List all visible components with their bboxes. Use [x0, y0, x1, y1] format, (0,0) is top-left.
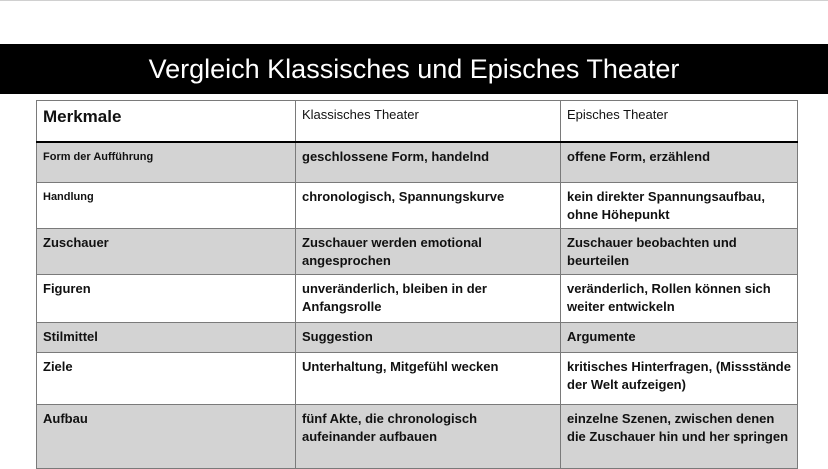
cell-klassisch: fünf Akte, die chronologisch aufeinander aufbauen [296, 404, 561, 468]
row-label: Ziele [37, 352, 296, 404]
cell-episch: kein direkter Spannungsaufbau, ohne Höhepunkt [561, 182, 798, 228]
cell-episch: Argumente [561, 322, 798, 352]
cell-episch: einzelne Szenen, zwischen denen die Zuschauer hin und her springen [561, 404, 798, 468]
cell-klassisch: geschlossene Form, handelnd [296, 142, 561, 182]
table-row [37, 228, 798, 274]
cell-episch: Zuschauer beobachten und beurteilen [561, 228, 798, 274]
row-label: Aufbau [37, 404, 296, 468]
top-border [0, 0, 828, 1]
comparison-table [36, 100, 798, 469]
table-row [37, 352, 798, 404]
table-row [37, 142, 798, 182]
row-label: Form der Aufführung [37, 142, 296, 182]
cell-klassisch: Zuschauer werden emotional angesprochen [296, 228, 561, 274]
cell-klassisch: Unterhaltung, Mitgefühl wecken [296, 352, 561, 404]
header-klassisch: Klassisches Theater [296, 101, 561, 143]
row-label: Zuschauer [37, 228, 296, 274]
cell-klassisch: Suggestion [296, 322, 561, 352]
table-row [37, 322, 798, 352]
row-label: Handlung [37, 182, 296, 228]
cell-klassisch: unveränderlich, bleiben in der Anfangsrolle [296, 274, 561, 322]
row-label: Stilmittel [37, 322, 296, 352]
cell-episch: veränderlich, Rollen können sich weiter entwickeln [561, 274, 798, 322]
table-row [37, 182, 798, 228]
header-episch: Episches Theater [561, 101, 798, 143]
cell-episch: offene Form, erzählend [561, 142, 798, 182]
table-row [37, 404, 798, 468]
slide-title: Vergleich Klassisches und Episches Theater [148, 53, 680, 84]
table-row [37, 274, 798, 322]
table-header-row [37, 101, 798, 143]
title-bar [0, 44, 828, 94]
cell-episch: kritisches Hinterfragen, (Missstände der Welt aufzeigen) [561, 352, 798, 404]
header-merkmale: Merkmale [37, 101, 296, 143]
cell-klassisch: chronologisch, Spannungskurve [296, 182, 561, 228]
row-label: Figuren [37, 274, 296, 322]
